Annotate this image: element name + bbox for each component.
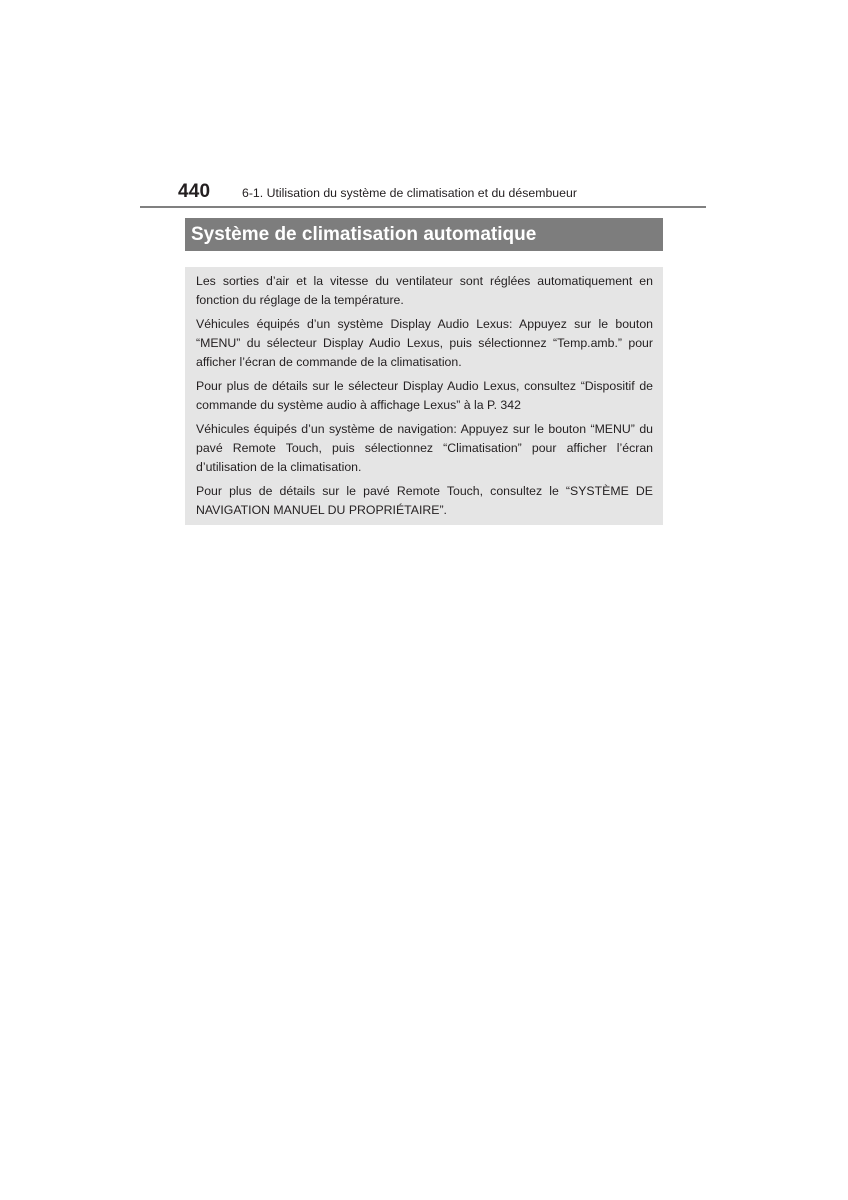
info-box: [185, 267, 663, 525]
info-paragraph-5: Pour plus de détails sur le pavé Remote Touch, consultez le “SYSTÈME DE NAVIGATION MANUEL DU PROPRIÉTAIRE”.: [196, 484, 653, 517]
info-paragraph-2: Véhicules équipés d’un système Display Audio Lexus: Appuyez sur le bouton “MENU” du sélecteur Display Audio Lexus, puis sélectionnez “Temp.amb.” pour afficher l’écran de commande de la climatisation.: [196, 317, 653, 369]
info-paragraph-4: Véhicules équipés d’un système de navigation: Appuyez sur le bouton “MENU” du pavé Remote Touch, puis sélectionnez “Climatisation” pour afficher l’écran d’utilisation de la climatisation.: [196, 422, 653, 474]
header-rule: [140, 206, 706, 208]
section-title: Système de climatisation automatique: [185, 218, 663, 251]
info-paragraph-3: Pour plus de détails sur le sélecteur Display Audio Lexus, consultez “Dispositif de commande du système audio à affichage Lexus” à la P. 342: [196, 379, 653, 412]
info-paragraph-1: Les sorties d’air et la vitesse du ventilateur sont réglées automatiquement en fonction du réglage de la température.: [196, 274, 653, 307]
running-header: 6-1. Utilisation du système de climatisation et du désembueur: [242, 186, 577, 200]
page-number: 440: [178, 181, 211, 202]
